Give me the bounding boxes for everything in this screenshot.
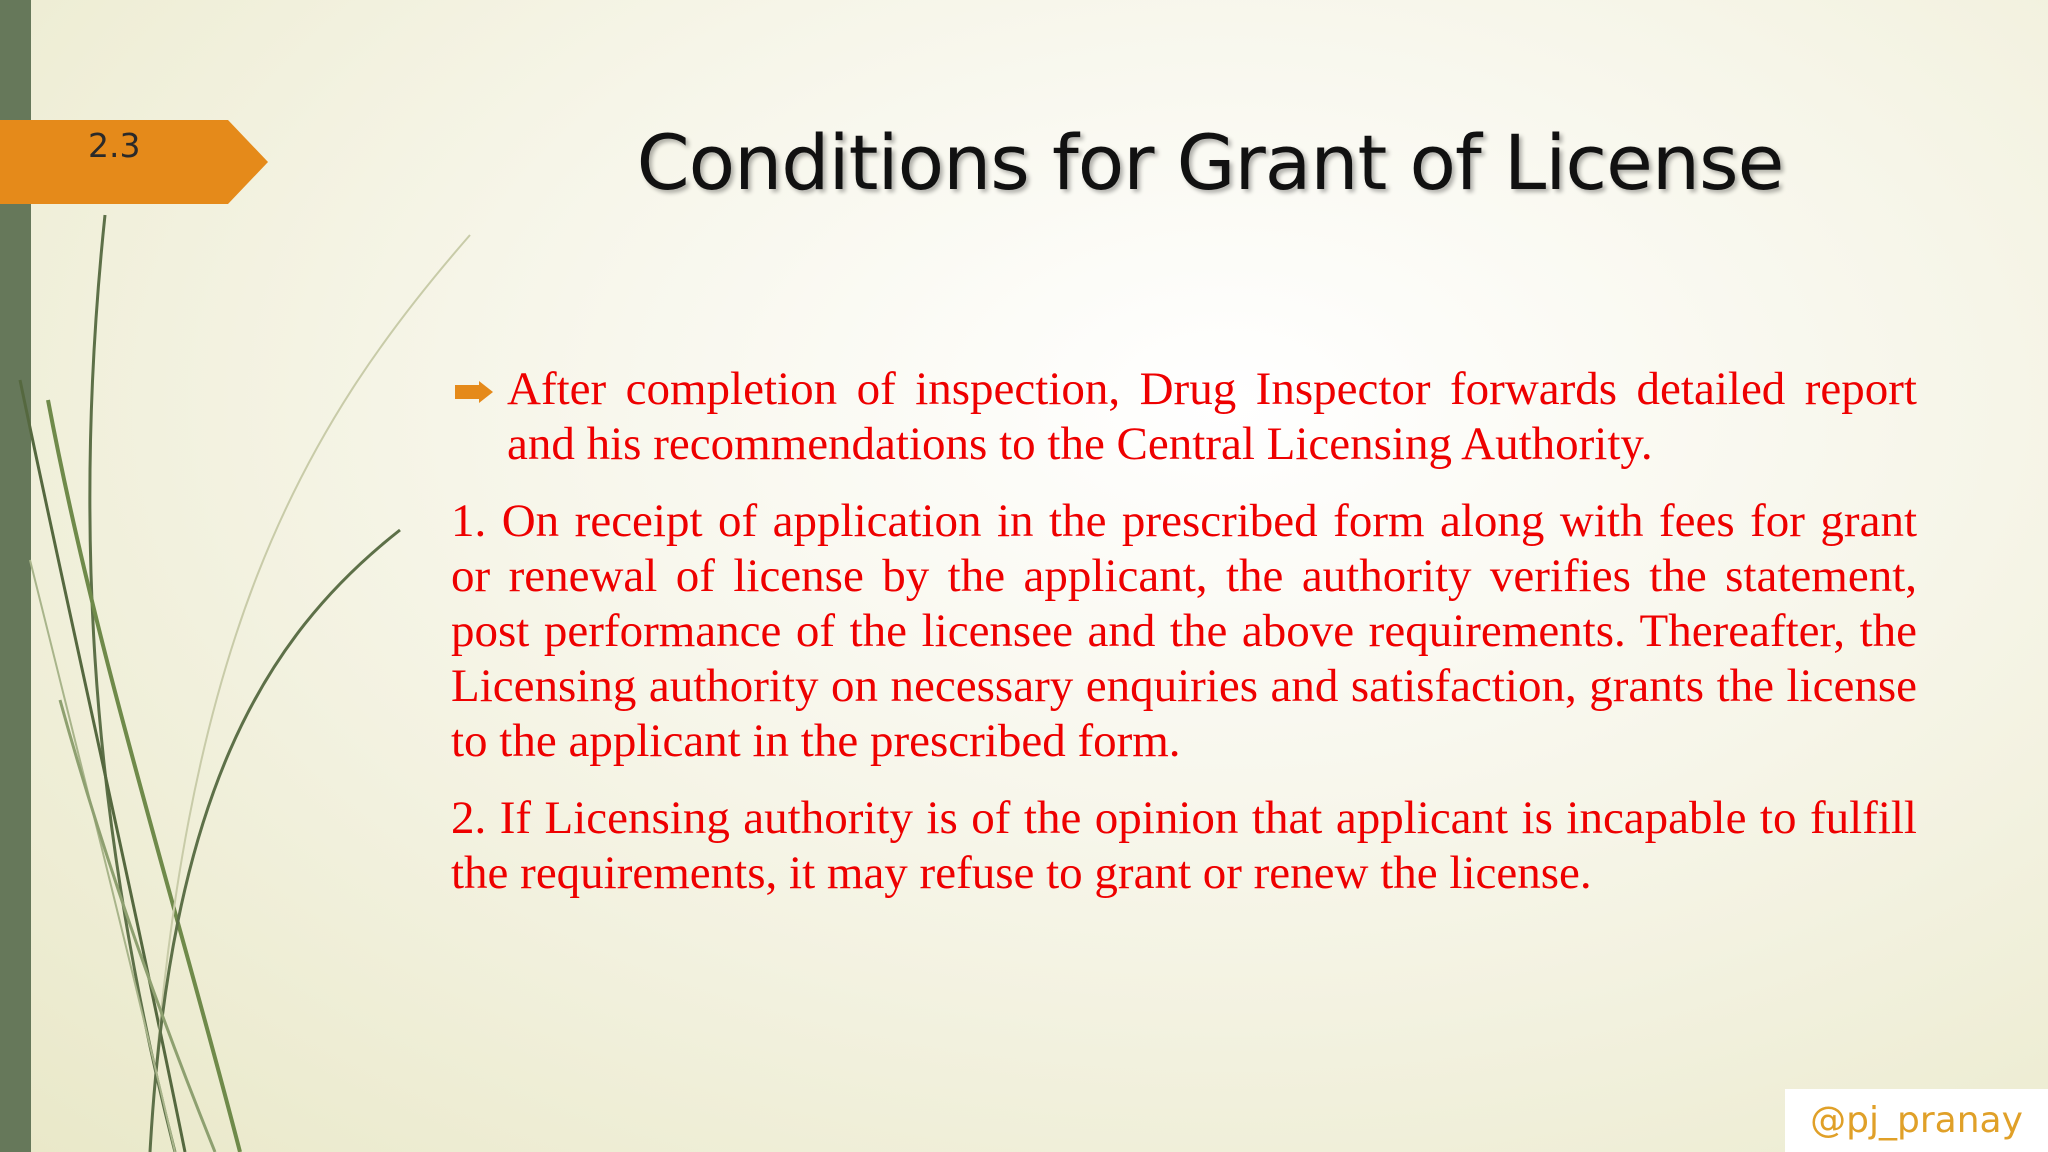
- bullet-item: [451, 362, 1917, 472]
- slide-number: 2.3: [88, 126, 141, 165]
- paragraph-1: 1. On receipt of application in the prescribed form along with fees for grant or renewal of license by the applicant, the authority verifies the statement, post performance of the licensee and the above requirements. Thereafter, the Licensing authority on necessary enquiries and satisfaction, grants the license to the applicant in the prescribed form.: [451, 495, 1917, 767]
- paragraph-2: 2. If Licensing authority is of the opinion that applicant is incapable to fulfill the requirements, it may refuse to grant or renew the license.: [451, 792, 1917, 899]
- arrow-bullet-icon: [455, 381, 493, 403]
- bullet-text: After completion of inspection, Drug Inspector forwards detailed report and his recommendations to the Central Licensing Authority.: [507, 363, 1917, 470]
- slide-content: [451, 362, 1917, 923]
- slide-title: Conditions for Grant of License: [636, 118, 1784, 207]
- watermark: @pj_pranay: [1785, 1089, 2048, 1152]
